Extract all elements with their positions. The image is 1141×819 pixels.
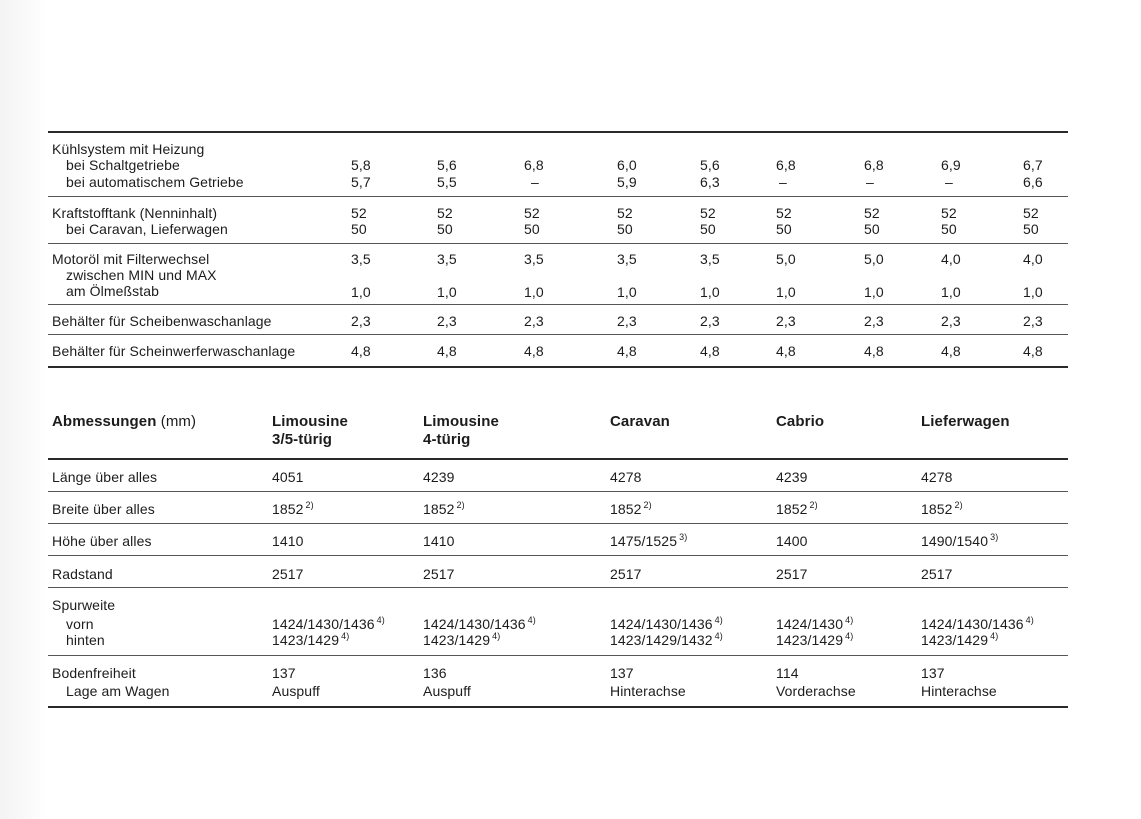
value: 1852 bbox=[921, 501, 953, 517]
value: 1490/1540 bbox=[921, 533, 989, 549]
cell: 50 bbox=[1023, 221, 1039, 237]
column-header-sub: 4-türig bbox=[423, 431, 471, 448]
cell: Vorderachse bbox=[776, 683, 856, 699]
value: 1475/1525 bbox=[610, 533, 678, 549]
cell: 1,0 bbox=[617, 284, 637, 300]
cell: – bbox=[866, 174, 874, 190]
cell: 2517 bbox=[610, 566, 642, 582]
cell: 4051 bbox=[272, 469, 304, 485]
cell bbox=[921, 632, 998, 648]
cell: 1410 bbox=[423, 533, 455, 549]
cell: 52 bbox=[864, 205, 880, 221]
cell: – bbox=[779, 174, 787, 190]
value: 1424/1430/1436 bbox=[610, 616, 713, 632]
cell bbox=[610, 501, 652, 517]
value: 1424/1430/1436 bbox=[423, 616, 526, 632]
cell: 50 bbox=[437, 221, 453, 237]
footnote-ref: 4) bbox=[845, 615, 854, 626]
cell: 3,5 bbox=[700, 251, 720, 267]
cell bbox=[272, 616, 385, 632]
row-sublabel: hinten bbox=[66, 632, 105, 648]
dimensions-heading-bold: Abmessungen bbox=[52, 413, 157, 430]
row-label-spurweite: Spurweite bbox=[52, 597, 116, 613]
cell: 4278 bbox=[610, 469, 642, 485]
row-label-scheinwerferwasch: Behälter für Scheinwerferwaschanlage bbox=[52, 343, 296, 359]
cell: 5,9 bbox=[617, 174, 637, 190]
table-bottom-rule bbox=[48, 366, 1068, 368]
cell: 137 bbox=[610, 665, 634, 681]
cell: Hinterachse bbox=[921, 683, 997, 699]
cell: 50 bbox=[864, 221, 880, 237]
cell: 1410 bbox=[272, 533, 304, 549]
cell bbox=[610, 533, 687, 549]
dimensions-heading bbox=[52, 414, 196, 430]
cell: 1,0 bbox=[1023, 284, 1043, 300]
cell: 52 bbox=[617, 205, 633, 221]
cell bbox=[921, 616, 1034, 632]
row-divider bbox=[48, 655, 1068, 656]
footnote-ref: 2) bbox=[456, 500, 465, 511]
scan-edge-shade bbox=[0, 0, 48, 819]
row-label-radstand: Radstand bbox=[52, 566, 113, 582]
footnote-ref: 3) bbox=[990, 532, 999, 543]
cell: 2,3 bbox=[941, 313, 961, 329]
row-label-hoehe: Höhe über alles bbox=[52, 533, 152, 549]
row-sublabel: vorn bbox=[66, 616, 94, 632]
cell: 2,3 bbox=[617, 313, 637, 329]
footnote-ref: 4) bbox=[714, 631, 723, 642]
row-label-bodenfreiheit: Bodenfreiheit bbox=[52, 665, 136, 681]
cell: 52 bbox=[351, 205, 367, 221]
cell: 6,3 bbox=[700, 174, 720, 190]
footnote-ref: 4) bbox=[376, 615, 385, 626]
cell: 136 bbox=[423, 665, 447, 681]
cell: 50 bbox=[776, 221, 792, 237]
footnote-ref: 4) bbox=[845, 631, 854, 642]
cell: 2,3 bbox=[524, 313, 544, 329]
cell bbox=[423, 632, 500, 648]
cell: 3,5 bbox=[437, 251, 457, 267]
footnote-ref: 4) bbox=[1025, 615, 1034, 626]
cell bbox=[423, 501, 465, 517]
table-top-rule bbox=[48, 131, 1068, 133]
row-divider bbox=[48, 555, 1068, 556]
cell: 6,6 bbox=[1023, 174, 1043, 190]
cell: 1,0 bbox=[351, 284, 371, 300]
row-divider bbox=[48, 334, 1068, 335]
cell: 2,3 bbox=[776, 313, 796, 329]
cell: 4,8 bbox=[1023, 343, 1043, 359]
footnote-ref: 4) bbox=[990, 631, 999, 642]
cell: 50 bbox=[351, 221, 367, 237]
value: 1852 bbox=[776, 501, 808, 517]
cell: 4239 bbox=[776, 469, 808, 485]
cell: 114 bbox=[776, 665, 799, 681]
value: 1423/1429 bbox=[423, 632, 491, 648]
row-divider bbox=[48, 491, 1068, 492]
cell: 137 bbox=[921, 665, 945, 681]
cell: 4,0 bbox=[1023, 251, 1043, 267]
cell: 5,6 bbox=[700, 157, 720, 173]
row-label-motoroel: Motoröl mit Filterwechsel bbox=[52, 251, 210, 267]
footnote-ref: 2) bbox=[809, 500, 818, 511]
row-label-kraftstofftank: Kraftstofftank (Nenninhalt) bbox=[52, 205, 218, 221]
footnote-ref: 4) bbox=[527, 615, 536, 626]
cell: 3,5 bbox=[617, 251, 637, 267]
cell: 6,8 bbox=[524, 157, 544, 173]
cell: 4,8 bbox=[941, 343, 961, 359]
value: 1423/1429 bbox=[776, 632, 844, 648]
row-sublabel: bei Caravan, Lieferwagen bbox=[66, 221, 228, 237]
cell bbox=[610, 632, 723, 648]
cell: 5,0 bbox=[776, 251, 796, 267]
cell: 6,8 bbox=[776, 157, 796, 173]
cell: 2517 bbox=[776, 566, 808, 582]
cell: 6,7 bbox=[1023, 157, 1043, 173]
cell: Auspuff bbox=[272, 683, 320, 699]
cell: 4,8 bbox=[351, 343, 371, 359]
cell: 1,0 bbox=[437, 284, 457, 300]
value: 1852 bbox=[423, 501, 455, 517]
cell: 1,0 bbox=[776, 284, 796, 300]
row-label-breite: Breite über alles bbox=[52, 501, 155, 517]
cell: 6,0 bbox=[617, 157, 637, 173]
row-divider bbox=[48, 243, 1068, 244]
row-sublabel: am Ölmeßstab bbox=[66, 283, 159, 299]
cell: 4,0 bbox=[941, 251, 961, 267]
cell bbox=[776, 632, 853, 648]
cell: 5,0 bbox=[864, 251, 884, 267]
cell: 4,8 bbox=[437, 343, 457, 359]
row-divider bbox=[48, 196, 1068, 197]
cell bbox=[776, 501, 818, 517]
row-sublabel: zwischen MIN und MAX bbox=[66, 267, 217, 283]
cell bbox=[610, 616, 723, 632]
footnote-ref: 2) bbox=[305, 500, 314, 511]
cell: – bbox=[945, 174, 953, 190]
row-label-kuehlsystem: Kühlsystem mit Heizung bbox=[52, 141, 205, 157]
dimensions-header-rule bbox=[48, 458, 1068, 460]
cell: 52 bbox=[776, 205, 792, 221]
cell: 1,0 bbox=[941, 284, 961, 300]
cell bbox=[921, 501, 963, 517]
footnote-ref: 2) bbox=[643, 500, 652, 511]
cell: 50 bbox=[617, 221, 633, 237]
cell: 4,8 bbox=[617, 343, 637, 359]
cell: 52 bbox=[1023, 205, 1039, 221]
footnote-ref: 4) bbox=[341, 631, 350, 642]
cell bbox=[272, 501, 314, 517]
footnote-ref: 4) bbox=[492, 631, 501, 642]
row-sublabel: Lage am Wagen bbox=[66, 683, 170, 699]
row-divider bbox=[48, 587, 1068, 588]
cell: 52 bbox=[700, 205, 716, 221]
cell: 52 bbox=[437, 205, 453, 221]
cell: 2,3 bbox=[864, 313, 884, 329]
value: 1423/1429 bbox=[921, 632, 989, 648]
cell: 5,6 bbox=[437, 157, 457, 173]
cell: 50 bbox=[941, 221, 957, 237]
cell: 2,3 bbox=[700, 313, 720, 329]
column-header: Lieferwagen bbox=[921, 413, 1010, 430]
footnote-ref: 4) bbox=[714, 615, 723, 626]
row-label-scheibenwasch: Behälter für Scheibenwaschanlage bbox=[52, 313, 272, 329]
cell: 5,5 bbox=[437, 174, 457, 190]
row-sublabel: bei automatischem Getriebe bbox=[66, 174, 244, 190]
cell: 2,3 bbox=[437, 313, 457, 329]
value: 1423/1429/1432 bbox=[610, 632, 713, 648]
cell bbox=[272, 632, 349, 648]
cell: 1,0 bbox=[700, 284, 720, 300]
cell: 137 bbox=[272, 665, 296, 681]
dimensions-bottom-rule bbox=[48, 706, 1068, 708]
cell: 1,0 bbox=[524, 284, 544, 300]
column-header: Cabrio bbox=[776, 413, 825, 430]
cell: 3,5 bbox=[351, 251, 371, 267]
cell bbox=[423, 616, 536, 632]
cell: 4239 bbox=[423, 469, 455, 485]
footnote-ref: 2) bbox=[954, 500, 963, 511]
value: 1852 bbox=[272, 501, 304, 517]
cell: 3,5 bbox=[524, 251, 544, 267]
cell bbox=[776, 616, 853, 632]
cell: 1400 bbox=[776, 533, 808, 549]
column-header: Caravan bbox=[610, 413, 670, 430]
cell: 50 bbox=[700, 221, 716, 237]
cell: 2517 bbox=[272, 566, 304, 582]
cell: 5,8 bbox=[351, 157, 371, 173]
cell: 1,0 bbox=[864, 284, 884, 300]
row-label-laenge: Länge über alles bbox=[52, 469, 158, 485]
column-header-sub: 3/5-türig bbox=[272, 431, 333, 448]
cell: 4,8 bbox=[700, 343, 720, 359]
cell: 50 bbox=[524, 221, 540, 237]
cell: 6,8 bbox=[864, 157, 884, 173]
value: 1424/1430/1436 bbox=[272, 616, 375, 632]
row-divider bbox=[48, 304, 1068, 305]
value: 1424/1430 bbox=[776, 616, 844, 632]
cell: 52 bbox=[941, 205, 957, 221]
column-header: Limousine bbox=[272, 413, 348, 430]
row-divider bbox=[48, 523, 1068, 524]
dimensions-heading-unit: (mm) bbox=[160, 413, 197, 430]
cell bbox=[921, 533, 998, 549]
cell: 4,8 bbox=[776, 343, 796, 359]
footnote-ref: 3) bbox=[679, 532, 688, 543]
cell: 2517 bbox=[921, 566, 953, 582]
cell: 2,3 bbox=[1023, 313, 1043, 329]
column-header: Limousine bbox=[423, 413, 499, 430]
cell: 2,3 bbox=[351, 313, 371, 329]
value: 1423/1429 bbox=[272, 632, 340, 648]
cell: 4,8 bbox=[864, 343, 884, 359]
cell: 2517 bbox=[423, 566, 455, 582]
cell: 4,8 bbox=[524, 343, 544, 359]
cell: 52 bbox=[524, 205, 540, 221]
cell: 6,9 bbox=[941, 157, 961, 173]
value: 1852 bbox=[610, 501, 642, 517]
row-sublabel: bei Schaltgetriebe bbox=[66, 157, 180, 173]
cell: Hinterachse bbox=[610, 683, 686, 699]
cell: – bbox=[531, 174, 539, 190]
cell: Auspuff bbox=[423, 683, 471, 699]
cell: 4278 bbox=[921, 469, 953, 485]
cell: 5,7 bbox=[351, 174, 371, 190]
value: 1424/1430/1436 bbox=[921, 616, 1024, 632]
